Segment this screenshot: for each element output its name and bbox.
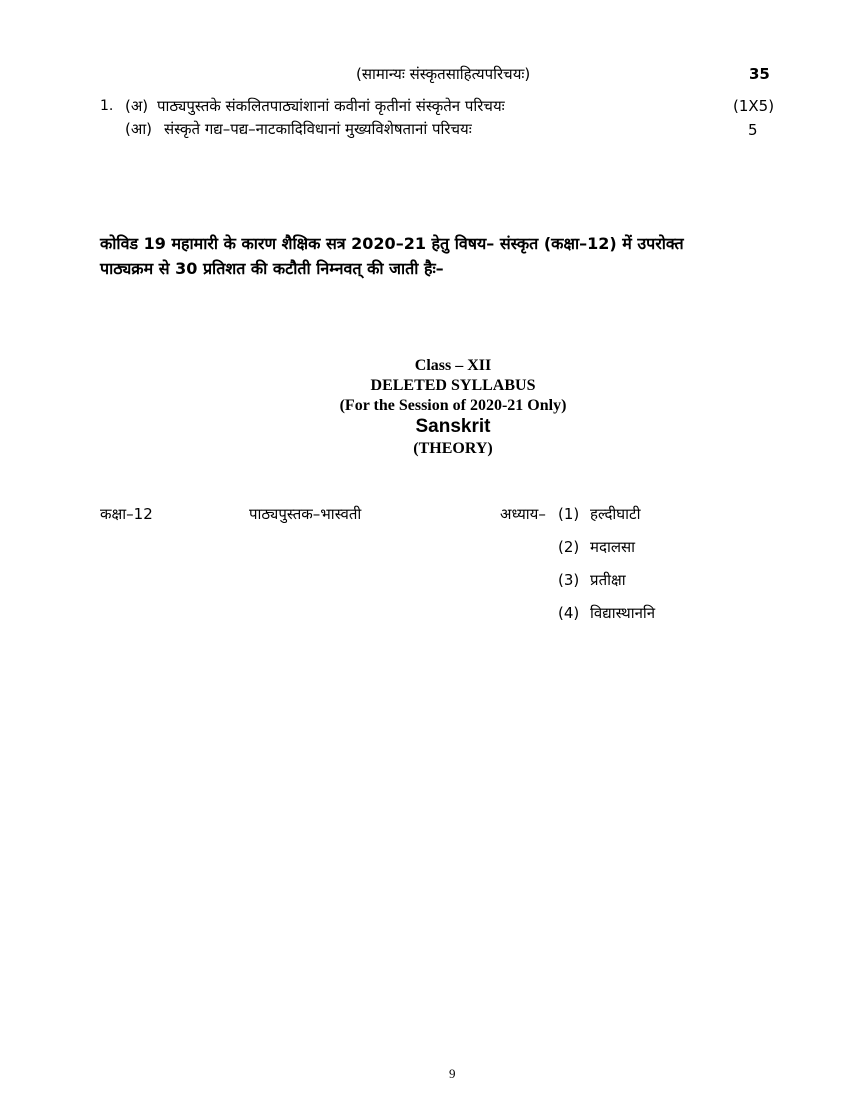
section-title: (सामान्यः संस्कृतसाहित्यपरिचयः) — [356, 65, 531, 83]
item-label: (आ) — [125, 120, 153, 138]
chapter-name: हल्दीघाटी — [590, 505, 641, 523]
section-marks: 35 — [749, 65, 770, 83]
textbook-name: पाठ्यपुस्तक–भास्वती — [249, 505, 362, 523]
theory-heading: (THEORY) — [413, 440, 493, 457]
chapter-label: अध्याय– — [500, 505, 546, 523]
chapter-item — [558, 570, 626, 590]
chapter-number: (4) — [558, 604, 580, 622]
chapter-item — [558, 504, 641, 524]
notice-line-1: कोविड 19 महामारी के कारण शैक्षिक सत्र 2020–21 हेतु विषय– संस्कृत (कक्षा–12) में उपरोक्त — [100, 234, 684, 253]
class-heading: Class – XII — [414, 357, 492, 374]
item-text: पाठ्यपुस्तके संकलितपाठ्यांशानां कवीनां कृतीनां संस्कृतेन परिचयः — [157, 97, 505, 115]
chapter-item — [558, 537, 635, 557]
chapter-name: विद्यास्थाननि — [590, 604, 656, 622]
item-marks: (1X5) — [733, 97, 775, 115]
item-marks: 5 — [748, 121, 758, 139]
notice-line-2: पाठ्यक्रम से 30 प्रतिशत की कटौती निम्नवत् की जाती हैः– — [100, 259, 444, 278]
chapter-number: (2) — [558, 538, 580, 556]
item-label: (अ) — [125, 97, 149, 115]
page-number: 9 — [449, 1066, 456, 1081]
subject-heading: Sanskrit — [415, 416, 491, 437]
chapter-number: (3) — [558, 571, 580, 589]
item-number: 1. — [100, 98, 114, 114]
chapter-name: प्रतीक्षा — [590, 571, 626, 589]
class-label: कक्षा–12 — [100, 505, 153, 523]
chapter-number: (1) — [558, 505, 580, 523]
deleted-syllabus-heading: DELETED SYLLABUS — [370, 377, 536, 394]
session-heading: (For the Session of 2020-21 Only) — [339, 397, 567, 414]
chapter-name: मदालसा — [590, 538, 636, 556]
item-text: संस्कृते गद्य–पद्य–नाटकादिविधानां मुख्यविशेषतानां परिचयः — [164, 120, 472, 138]
chapter-item — [558, 603, 655, 623]
